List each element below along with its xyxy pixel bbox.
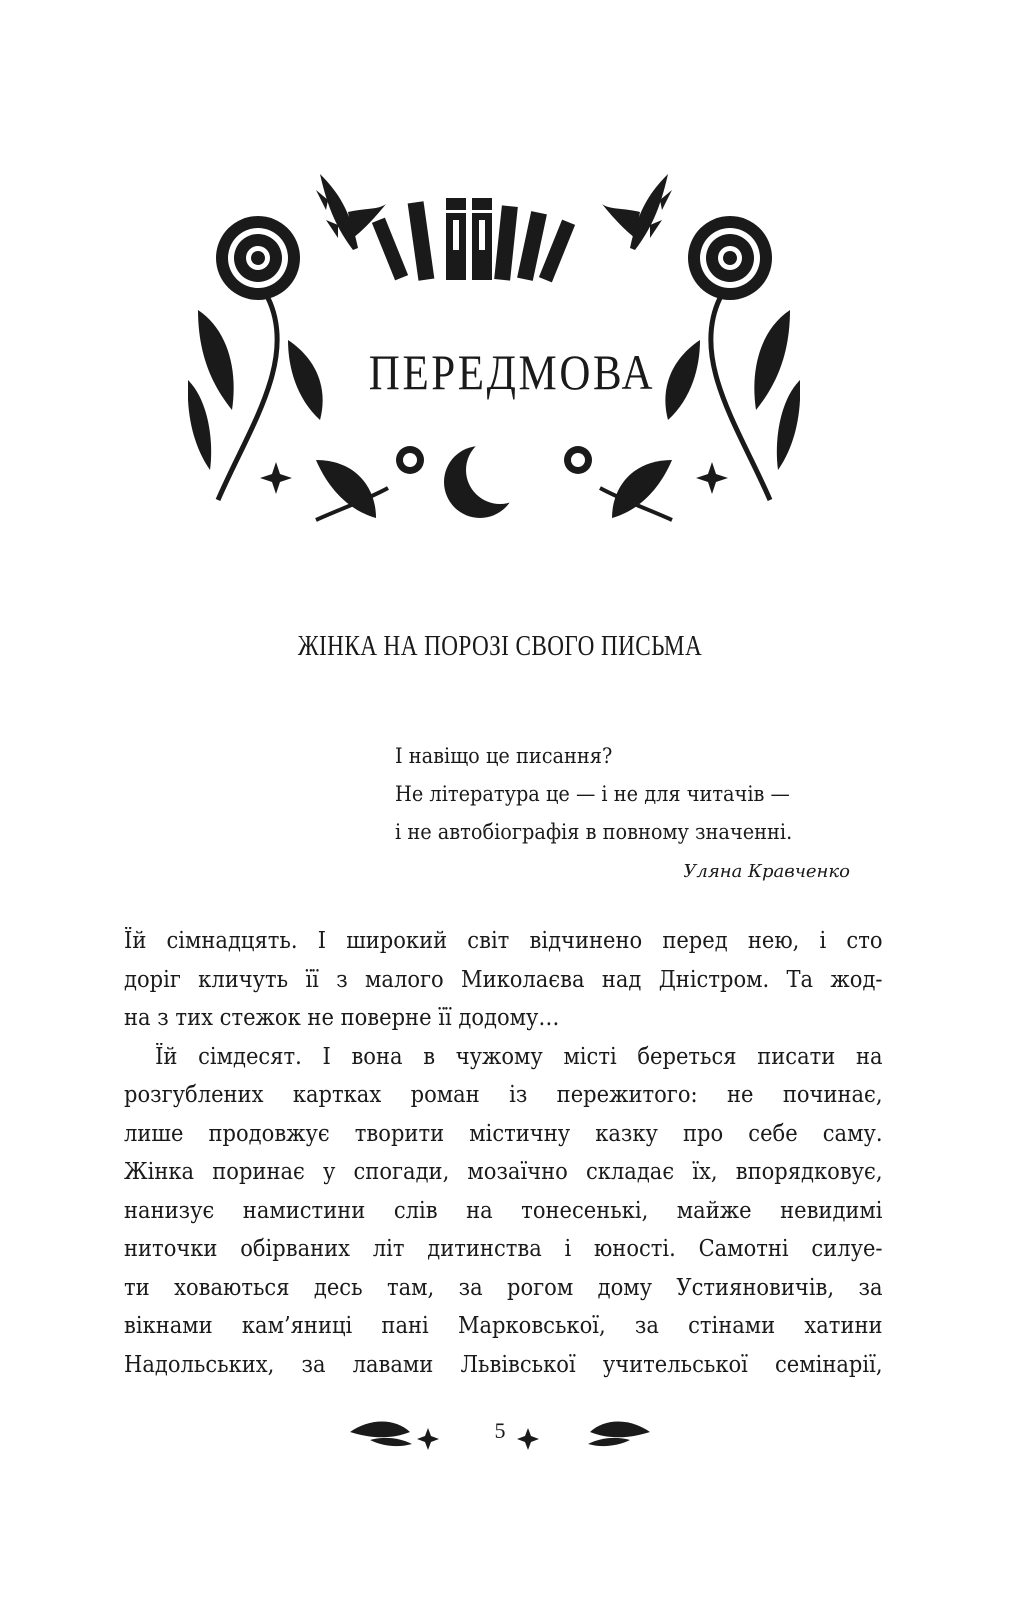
body-line: нанизує намистини слів на тонесенькі, майже невидимі: [124, 1197, 883, 1224]
epigraph-line: Не література це — і не для читачів —: [395, 782, 790, 806]
body-line: Їй сімдесят. І вона в чужому місті береться писати на: [155, 1043, 883, 1070]
section-title: ЖІНКА НА ПОРОЗІ СВОГО ПИСЬМА: [297, 630, 703, 662]
fern-left-top-icon: [316, 174, 386, 250]
leaf-stem-right-icon: [600, 298, 800, 520]
crescent-moon-icon: [444, 436, 534, 518]
body-line: лише продовжує творити містичну казку про себе саму.: [124, 1120, 883, 1147]
epigraph-author: Уляна Кравченко: [683, 861, 850, 882]
page-number: 5: [494, 1418, 506, 1443]
epigraph-line: І навіщо це писання?: [395, 744, 613, 768]
books-icon: [372, 198, 575, 282]
body-line: доріг кличуть її з малого Миколаєва над Дністром. Та жод-: [124, 966, 883, 993]
body-line: розгублених картках роман із пережитого: не починає,: [124, 1082, 883, 1108]
body-line: Надольських, за лавами Львівської учительської семінарії,: [124, 1351, 883, 1378]
body-line: Жінка поринає у спогади, мозаїчно складає їх, впорядковує,: [124, 1159, 883, 1185]
leaf-stem-left-icon: [188, 298, 388, 520]
fern-right-top-icon: [602, 174, 672, 250]
body-line: вікнами кам’яниці пані Марковської, за стінами хатини: [124, 1313, 883, 1339]
chrysanthemum-left-icon: [216, 216, 300, 300]
body-line: ниточки обірваних літ дитинства і юності. Самотні силуе-: [124, 1236, 883, 1262]
chapter-title: ПЕРЕДМОВА: [368, 344, 656, 400]
chrysanthemum-right-icon: [688, 216, 772, 300]
star-right-icon: [696, 462, 728, 494]
epigraph: [395, 737, 855, 891]
body-line: Їй сімнадцять. І широкий світ відчинено перед нею, і сто: [124, 928, 883, 954]
epigraph-line: і не автобіографія в повному значенні.: [395, 820, 793, 844]
star-left-icon: [260, 462, 292, 494]
body-line: на з тих стежок не поверне її додому…: [124, 1005, 560, 1031]
body-line: ти ховаються десь там, за рогом дому Устияновичів, за: [124, 1274, 883, 1301]
body-text: [124, 922, 884, 1384]
